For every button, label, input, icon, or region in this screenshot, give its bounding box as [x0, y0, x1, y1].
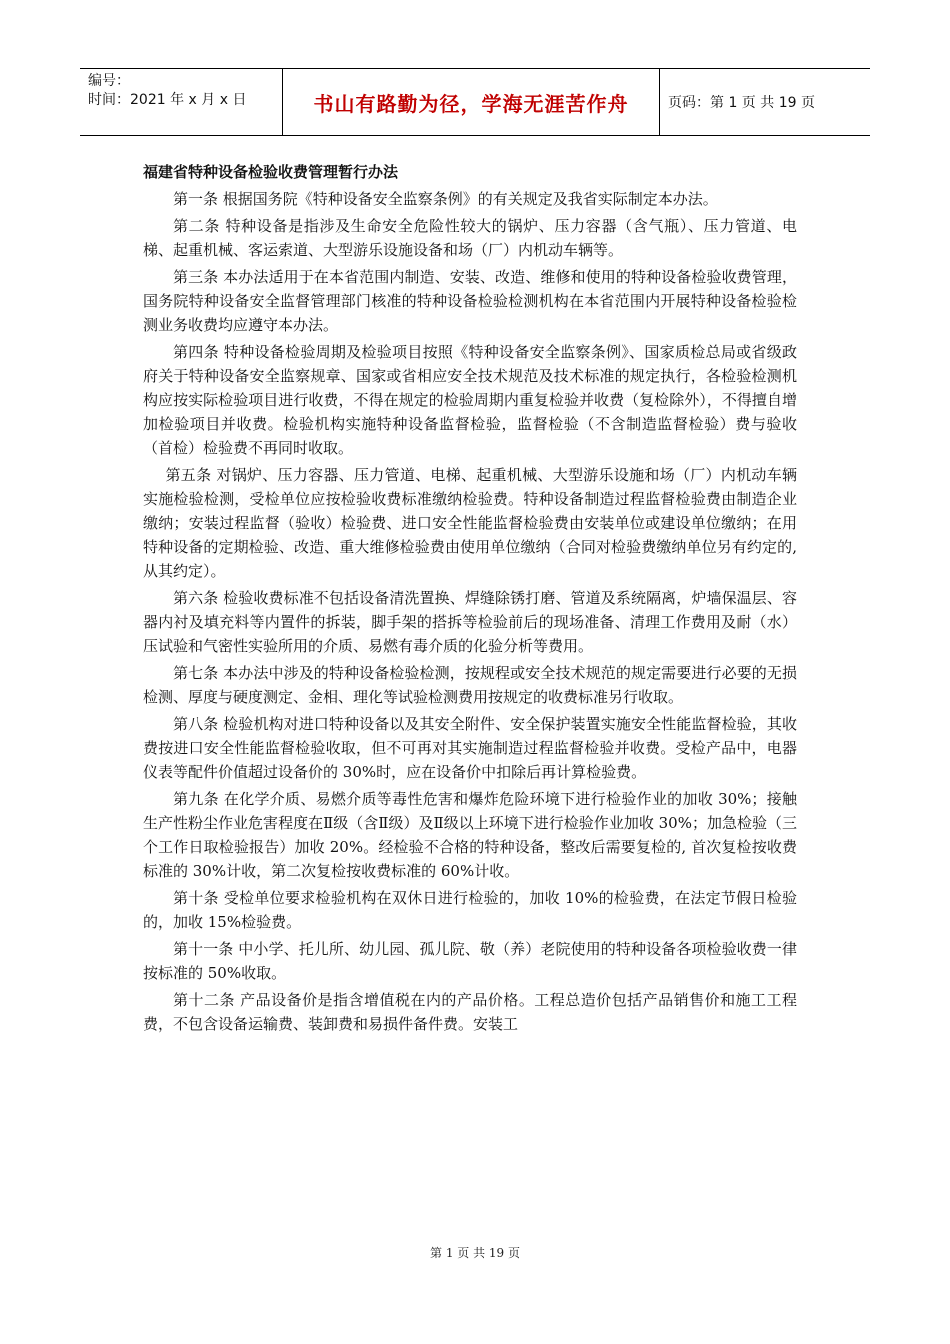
header-motto: 书山有路勤为径，学海无涯苦作舟	[313, 91, 629, 116]
header-motto-cell	[283, 69, 660, 135]
article-6: 第六条 检验收费标准不包括设备清洗置换、焊缝除锈打磨、管道及系统隔离，炉墙保温层、容器内衬及填充料等内置件的拆装，脚手架的搭拆等检验前后的现场准备、清理工作费用及耐（水）压试验和气密性实验所用的介质、易燃有毒介质的化验分析等费用。	[143, 589, 797, 655]
document-time-label: 时间：2021 年 x 月 x 日	[88, 92, 247, 108]
header-page-cell	[660, 69, 870, 135]
header-table	[80, 68, 870, 136]
article-3: 第三条 本办法适用于在本省范围内制造、安装、改造、维修和使用的特种设备检验收费管理，国务院特种设备安全监督管理部门核准的特种设备检验检测机构在本省范围内开展特种设备检验检测业务收费均应遵守本办法。	[143, 268, 797, 334]
article-8: 第八条 检验机构对进口特种设备以及其安全附件、安全保护装置实施安全性能监督检验，其收费按进口安全性能监督检验收取，但不可再对其实施制造过程监督检验并收费。受检产品中，电器仪表等配件价值超过设备价的 30%时，应在设备价中扣除后再计算检验费。	[143, 715, 797, 781]
header-meta-cell	[80, 69, 283, 135]
document-body	[143, 160, 797, 1039]
page-footer	[0, 1244, 950, 1261]
article-10: 第十条 受检单位要求检验机构在双休日进行检验的，加收 10%的检验费，在法定节假日检验的，加收 15%检验费。	[143, 889, 797, 931]
article-1: 第一条 根据国务院《特种设备安全监察条例》的有关规定及我省实际制定本办法。	[173, 190, 718, 208]
article-5: 第五条 对锅炉、压力容器、压力管道、电梯、起重机械、大型游乐设施和场（厂）内机动车辆实施检验检测，受检单位应按检验收费标准缴纳检验费。特种设备制造过程监督检验费由制造企业缴纳；安装过程监督（验收）检验费、进口安全性能监督检验费由安装单位或建设单位缴纳；在用特种设备的定期检验、改造、重大维修检验费由使用单位缴纳（合同对检验费缴纳单位另有约定的, 从其约定）。	[143, 466, 797, 580]
article-11: 第十一条 中小学、托儿所、幼儿园、孤儿院、敬（养）老院使用的特种设备各项检验收费一律按标准的 50%收取。	[143, 940, 797, 982]
article-4: 第四条 特种设备检验周期及检验项目按照《特种设备安全监察条例》、国家质检总局或省级政府关于特种设备安全监察规章、国家或省相应安全技术规范及技术标准的规定执行，各检验检测机构应按实际检验项目进行收费，不得在规定的检验周期内重复检验并收费（复检除外），不得擅自增加检验项目并收费。检验机构实施特种设备监督检验，监督检验（不含制造监督检验）费与验收（首检）检验费不再同时收取。	[143, 343, 797, 457]
document-title: 福建省特种设备检验收费管理暂行办法	[143, 163, 399, 181]
footer-page-number: 第 1 页 共 19 页	[430, 1246, 520, 1260]
document-number-label: 编号：	[88, 73, 130, 89]
article-7: 第七条 本办法中涉及的特种设备检验检测，按规程或安全技术规范的规定需要进行必要的无损检测、厚度与硬度测定、金相、理化等试验检测费用按规定的收费标准另行收取。	[143, 664, 797, 706]
article-9: 第九条 在化学介质、易燃介质等毒性危害和爆炸危险环境下进行检验作业的加收 30%；接触生产性粉尘作业危害程度在Ⅱ级（含Ⅱ级）及Ⅱ级以上环境下进行检验作业加收 30%；加急检验（三个工作日取检验报告）加收 20%。经检验不合格的特种设备，整改后需要复检的, 首次复检按收费标准的 30%计收，第二次复检按收费标准的 60%计收。	[143, 790, 797, 880]
article-12: 第十二条 产品设备价是指含增值税在内的产品价格。工程总造价包括产品销售价和施工工程费，不包含设备运输费、装卸费和易损件备件费。安装工	[143, 991, 797, 1033]
header-page-label: 页码：第 1 页 共 19 页	[668, 95, 815, 111]
article-2: 第二条 特种设备是指涉及生命安全危险性较大的锅炉、压力容器（含气瓶）、压力管道、电梯、起重机械、客运索道、大型游乐设施设备和场（厂）内机动车辆等。	[143, 217, 797, 259]
